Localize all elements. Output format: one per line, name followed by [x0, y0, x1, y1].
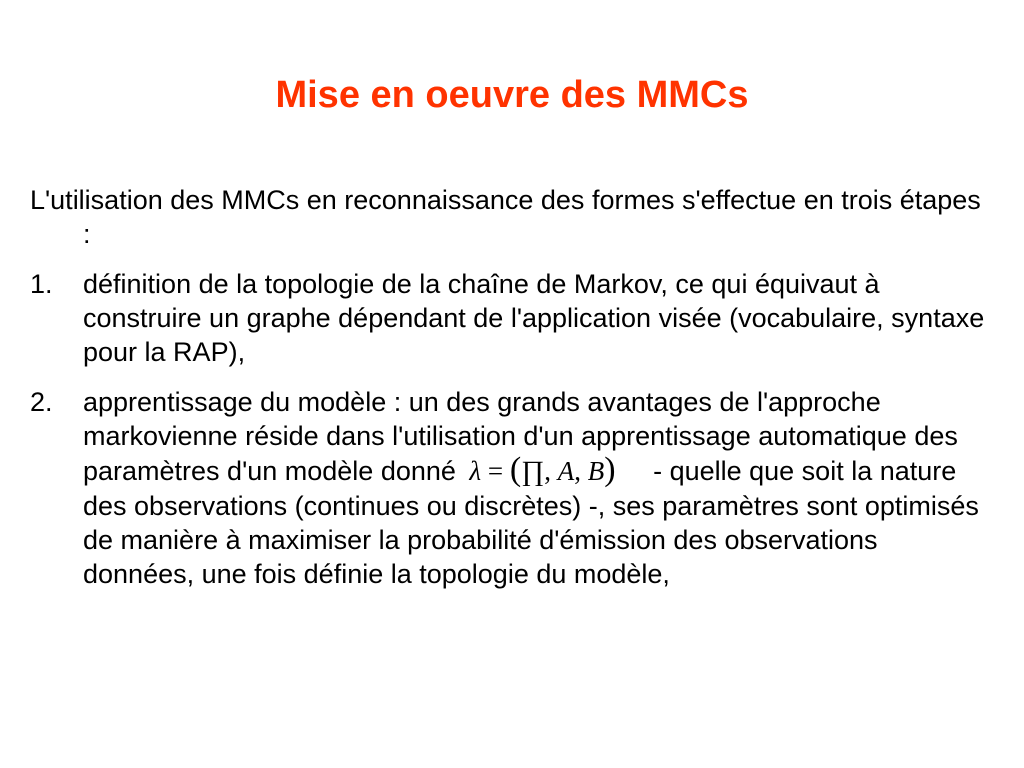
list-item-number: 1. [30, 269, 53, 299]
formula-b: B [587, 456, 605, 486]
formula-equals: = [487, 456, 504, 486]
formula-comma: , [544, 456, 551, 486]
intro-paragraph: L'utilisation des MMCs en reconnaissance des formes s'effectue en trois étapes : [30, 185, 981, 249]
list-item-text-before: apprentissage du modèle : un des grands avantages de l'approche markovienne réside dans l'utilisation d'un apprentissage automatique des paramètres d'un modèle donné [83, 387, 958, 486]
list-item [30, 267, 990, 369]
formula-product-symbol: ∏ [521, 456, 545, 487]
list-item-text: définition de la topologie de la chaîne de Markov, ce qui équivaut à construire un graphe dépendant de l'application visée (vocabulaire, syntaxe pour la RAP), [83, 269, 985, 367]
lambda-formula [469, 453, 615, 489]
list-item [30, 385, 990, 591]
formula-comma: , [574, 456, 581, 486]
list-item-text-after: - quelle que soit la nature des observations (continues ou discrètes) -, ses paramètres sont optimisés de manière à maximiser la probabilité d'émission des observations données, une fois définie la topologie du modèle, [83, 456, 979, 589]
formula-a: A [557, 456, 575, 486]
formula-lambda: λ [469, 456, 482, 486]
list-item-number: 2. [30, 387, 53, 417]
slide-body [30, 183, 990, 607]
formula-close-paren: ) [604, 451, 616, 488]
formula-open-paren: ( [509, 451, 522, 488]
slide-title: Mise en oeuvre des MMCs [275, 74, 749, 116]
